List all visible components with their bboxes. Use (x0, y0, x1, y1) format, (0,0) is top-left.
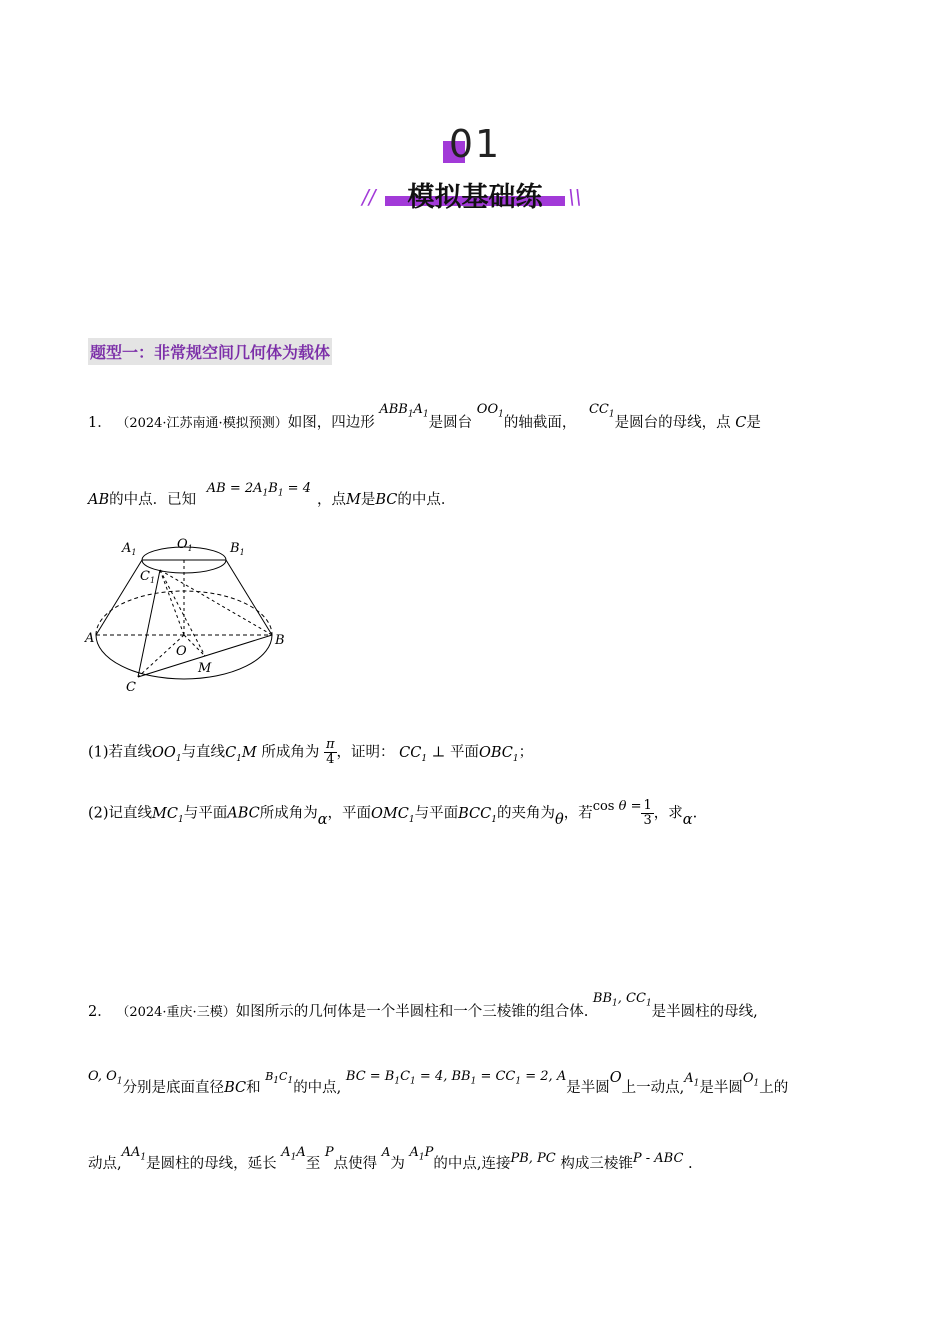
label-a: A (85, 631, 95, 646)
label-b1: $B_1$ (230, 541, 245, 557)
label-o: O (176, 644, 187, 659)
q1-text: 的中点． (397, 492, 456, 508)
q1-math-oo1: $OO_1$ (152, 744, 182, 764)
q1-math-alpha: α (682, 811, 693, 828)
q2-text: 的中点, (293, 1080, 342, 1096)
q1-math-cc1: $CC_1$ (399, 744, 428, 764)
q2-text: 的中点,连接 (433, 1156, 511, 1172)
q1-line-1 (88, 402, 761, 434)
q1-math-abb1a1: $ABB_1A_1$ (379, 402, 429, 420)
q2-math-o-o1: O, $O_1$ (88, 1069, 123, 1087)
label-b: B (275, 633, 285, 648)
q1-math-m: M (345, 492, 361, 508)
q2-math-a: A (381, 1145, 391, 1159)
q1-math-omc1: $OMC_1$ (371, 805, 415, 825)
denominator: 4 (326, 752, 335, 767)
q2-math-lengths: BC = $B_1C_1 = 4$, $BB_1 = CC_1 = 2$, A (345, 1069, 567, 1087)
q1-text: 是圆台 (428, 415, 473, 431)
q1-text: 是圆台的母线，点 (614, 415, 731, 431)
q2-line-1 (88, 991, 758, 1023)
q1-p2-text: ，平面 (327, 805, 372, 822)
q1-part-1: (1)若直线$OO_1$与直线$C_1M$ 所成角为 $\frac{\pi}{4}$，证明： $CC_1$ ⊥ 平面$OBC_1$； (88, 737, 534, 767)
q2-text: 是半圆 (566, 1080, 610, 1096)
q2-math-aa1: $AA_1$ (121, 1145, 147, 1163)
q2-text: 是圆柱的母线，延长 (146, 1156, 277, 1172)
q2-math-p: P (324, 1145, 334, 1160)
q1-p2-text: 所成角为 (259, 805, 318, 822)
q1-source: （2024·江苏南通·模拟预测） (116, 416, 288, 431)
q2-text: 和 (246, 1080, 261, 1096)
q1-text: 如图，四边形 (287, 415, 375, 431)
q1-math-obc1: $OBC_1$ (478, 744, 519, 764)
q1-p2-text: ，若 (563, 805, 593, 822)
frustum-figure (80, 525, 300, 700)
q1-p2-text: . (692, 805, 698, 822)
q2-math-bb1-cc1: $BB_1$, $CC_1$ (592, 991, 652, 1009)
q1-math-bcc1: $BCC_1$ (458, 805, 497, 825)
pi-over-4-fraction (324, 738, 337, 767)
q1-text: 的轴截面， (503, 415, 577, 431)
right-generatrix (226, 560, 272, 635)
q1-text: 是 (746, 415, 761, 431)
q1-math-cc1: $CC_1$ (588, 402, 615, 420)
denominator: 3 (643, 813, 652, 828)
q2-text: 动点, (88, 1156, 122, 1172)
q1-p2-text: (2)记直线 (88, 805, 153, 822)
q2-math-b1c1: B1C1 (265, 1070, 294, 1087)
q1-p1-text: 所成角为 (261, 744, 320, 761)
q2-text: 至 (305, 1156, 321, 1172)
q2-text: 上一动点, (621, 1080, 685, 1096)
q1-p1-text: 与直线 (181, 744, 226, 761)
cc1-line (138, 570, 160, 677)
theta: θ (618, 798, 627, 814)
q2-line-3 (88, 1145, 693, 1175)
q1-number: 1． (88, 415, 112, 431)
q1-p1-text: ； (518, 744, 534, 761)
q2-text: 上的 (759, 1080, 789, 1096)
q2-math-bc: BC (224, 1080, 247, 1096)
label-m: M (198, 661, 212, 676)
q1-text: 的中点．已知 (109, 492, 197, 508)
q1-math-alpha: α (317, 811, 328, 828)
q2-math-pb-pc: PB, PC (510, 1151, 556, 1166)
c1o-line (160, 570, 184, 635)
numerator: 1 (643, 798, 652, 813)
q1-p2-text: ，求 (653, 805, 683, 822)
om-line (184, 635, 205, 656)
banner-number: 01 (448, 122, 502, 166)
q1-math-oo1: $OO_1$ (476, 402, 504, 420)
banner-right-deco: \\ (568, 185, 582, 209)
section-heading: 题型一：非常规空间几何体为载体 (88, 338, 332, 365)
q1-math-ab-eq: AB = $2A_1B_1 = 4$ (206, 481, 311, 499)
left-generatrix (96, 560, 142, 635)
numerator: π (325, 737, 335, 752)
q2-text: 如图所示的几何体是一个半圆柱和一个三棱锥的组合体. (235, 1004, 589, 1020)
q2-math-o: O (609, 1070, 622, 1086)
q1-p2-text: 与平面 (183, 805, 228, 822)
q1-math-theta: θ (554, 811, 564, 828)
q1-p2-text: 的夹角为 (496, 805, 555, 822)
q1-p1-text: ，证明： (336, 744, 395, 761)
q2-math-p-abc: P - ABC (632, 1151, 684, 1166)
q2-math-o1: $O_1$ (742, 1071, 760, 1089)
q2-line-2 (88, 1069, 789, 1099)
q1-math-arc-ab: AB (88, 492, 110, 508)
q2-text: . (688, 1156, 693, 1172)
one-third-fraction (641, 799, 653, 828)
q2-text: 是半圆 (699, 1080, 743, 1096)
q2-math-a1: $A_1$ (684, 1071, 700, 1089)
q1-part-2 (88, 799, 697, 828)
q1-p1-text: 平面 (449, 744, 479, 761)
q1-p2-text: 与平面 (414, 805, 459, 822)
q2-source: （2024·重庆·三模） (116, 1005, 236, 1020)
label-o1: $O_1$ (177, 537, 193, 553)
q2-text: 构成三棱锥 (560, 1156, 633, 1172)
q2-text: 是半圆柱的母线, (651, 1004, 758, 1020)
q2-math-a1a: $A_1A$ (281, 1145, 306, 1163)
q1-math-cos: cos θ = (592, 798, 642, 814)
q2-math-a1p: $A_1P$ (409, 1145, 434, 1163)
label-c1: $C_1$ (140, 569, 156, 585)
q1-math-mc1: $MC_1$ (152, 805, 184, 825)
q1-line-2 (88, 481, 456, 511)
cos-label: cos (592, 798, 615, 814)
q1-math-c: C (735, 415, 747, 431)
q1-math-c1m: $C_1M$ (225, 744, 257, 764)
q2-text: 点使得 (333, 1156, 378, 1172)
label-c: C (126, 680, 136, 695)
banner-left-deco: // (362, 185, 376, 209)
q1-math-bc: BC (375, 492, 398, 508)
q1-text: ，点 (316, 492, 346, 508)
q1-math-abc: ABC (227, 805, 260, 822)
q2-number: 2． (88, 1004, 112, 1020)
banner-title: 模拟基础练 (407, 182, 543, 213)
q2-text: 为 (390, 1156, 405, 1172)
q1-text: 是 (360, 492, 376, 508)
q1-p1-text: (1)若直线 (88, 744, 153, 761)
q2-text: 分别是底面直径 (122, 1080, 225, 1096)
label-a1: $A_1$ (122, 541, 137, 557)
